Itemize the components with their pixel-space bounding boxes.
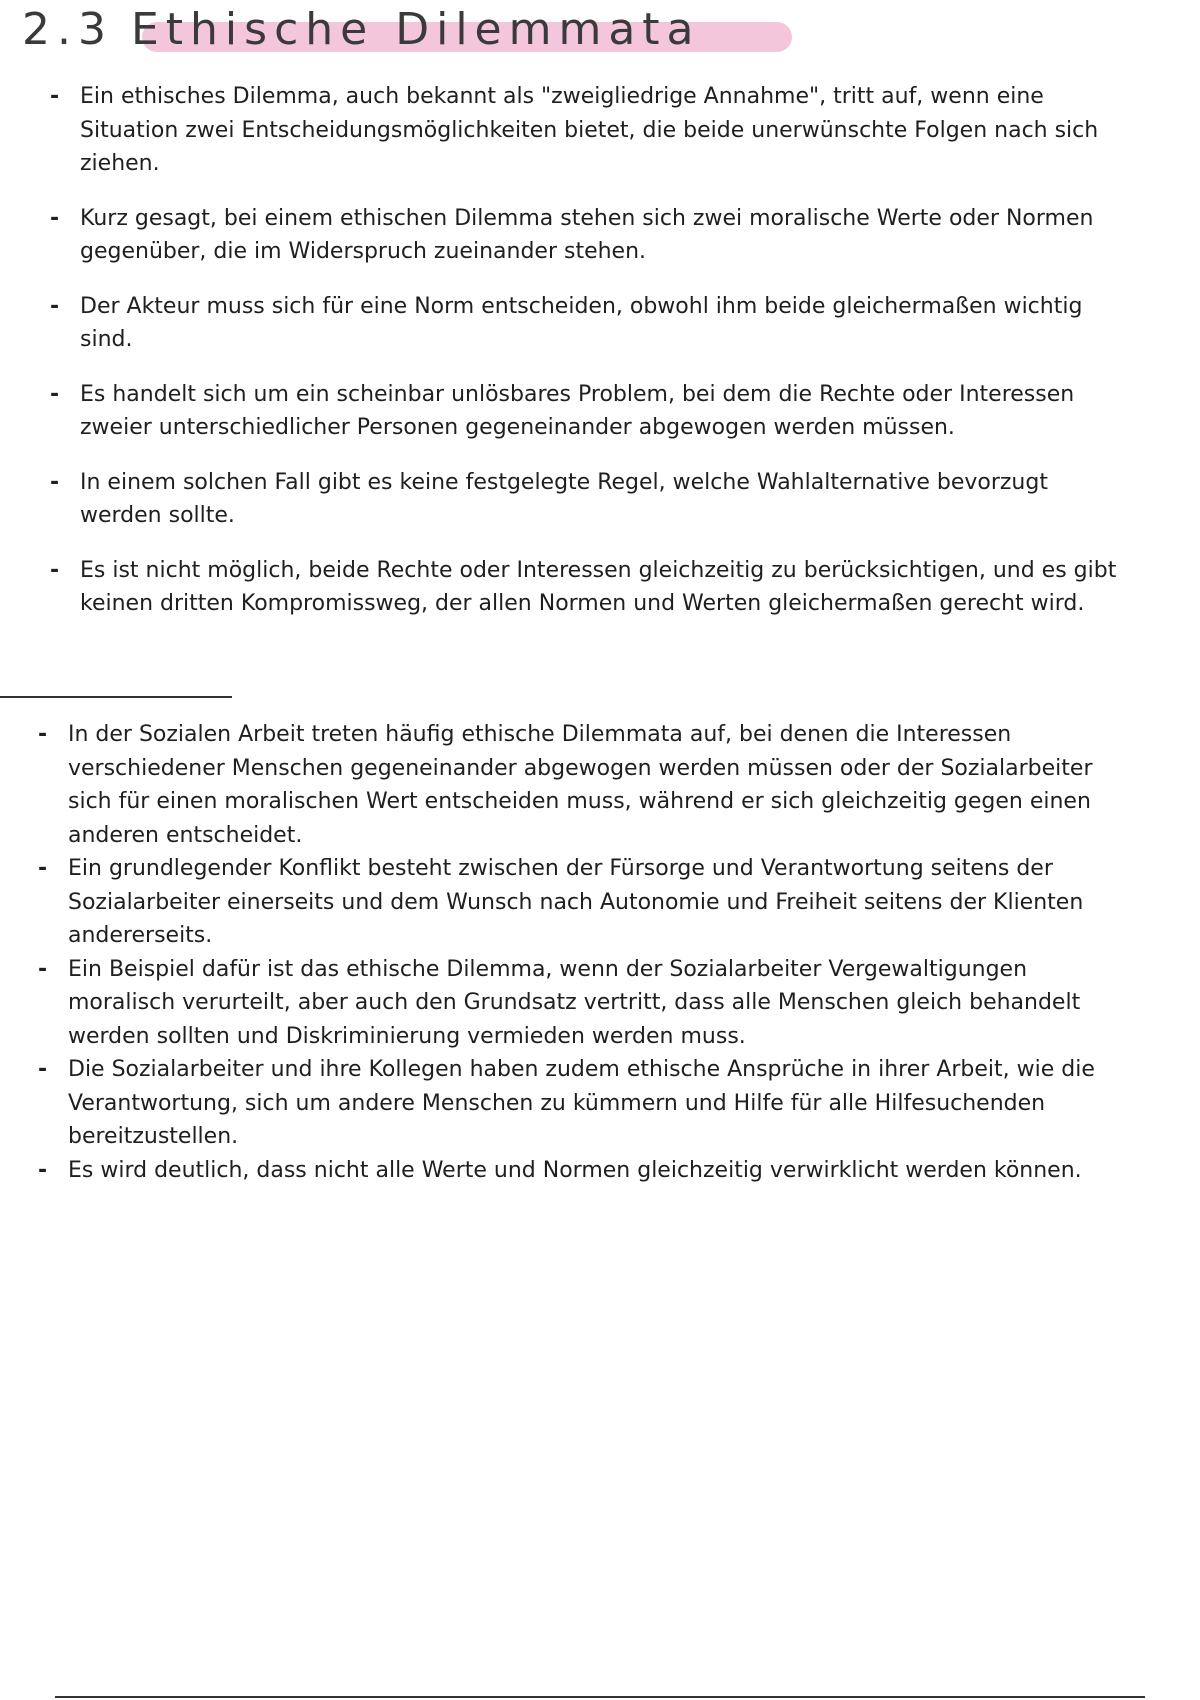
dash-bullet: - <box>38 1157 48 1183</box>
list-item-text: Ein grundlegender Konflikt besteht zwischen der Fürsorge und Verantwortung seitens der Sozialarbeiter einerseits und dem Wunsch nach Autonomie und Freiheit seitens der Klienten andererseits. <box>68 856 1084 948</box>
list-item-text: Die Sozialarbeiter und ihre Kollegen haben zudem ethische Ansprüche in ihrer Arbeit, wie die Verantwortung, sich um andere Menschen zu kümmern und Hilfe für alle Hilfesuchenden bereitzustellen. <box>68 1057 1095 1149</box>
social-work-list <box>38 718 1138 1187</box>
section-number: 2.3 <box>22 4 113 55</box>
page-title <box>22 4 701 66</box>
dash-bullet: - <box>38 722 48 747</box>
list-item-text: Kurz gesagt, bei einem ethischen Dilemma stehen sich zwei moralische Werte oder Normen gegenüber, die im Widerspruch zueinander stehen. <box>80 205 1094 264</box>
list-item <box>38 852 1138 953</box>
list-item <box>50 466 1130 533</box>
list-item-text: Der Akteur muss sich für eine Norm entscheiden, obwohl ihm beide gleichermaßen wichtig sind. <box>80 293 1083 352</box>
list-item <box>38 1154 1138 1188</box>
dash-bullet: - <box>38 1057 48 1082</box>
list-item-text: Ein ethisches Dilemma, auch bekannt als "zweigliedrige Annahme", tritt auf, wenn eine Situation zwei Entscheidungsmöglichkeiten bietet, die beide unerwünschte Folgen nach sich ziehen. <box>80 84 1099 176</box>
list-item-text: Ein Beispiel dafür ist das ethische Dilemma, wenn der Sozialarbeiter Vergewaltigungen moralisch verurteilt, aber auch den Grundsatz vertritt, dass alle Menschen gleich behandelt werden sollten und Diskriminierung vermieden werden muss. <box>68 956 1081 1049</box>
list-item <box>50 202 1130 269</box>
page-bottom-rule <box>55 1696 1145 1698</box>
list-item-text: Es ist nicht möglich, beide Rechte oder Interessen gleichzeitig zu berücksichtigen, und es gibt keinen dritten Kompromissweg, der allen Normen und Werten gleichermaßen gerecht wird. <box>80 557 1117 616</box>
dash-bullet: - <box>38 856 48 881</box>
definition-list <box>50 80 1130 642</box>
list-item-text: In einem solchen Fall gibt es keine festgelegte Regel, welche Wahlalternative bevorzugt werden sollte. <box>80 469 1048 528</box>
list-item-text: In der Sozialen Arbeit treten häufig ethische Dilemmata auf, bei denen die Interessen verschiedener Menschen gegeneinander abgewogen werden müssen oder der Sozialarbeiter sich für einen moralischen Wert entscheiden muss, während er sich gleichzeitig gegen einen anderen entscheidet. <box>68 722 1093 848</box>
list-item <box>50 554 1130 621</box>
list-item <box>38 718 1138 852</box>
dash-bullet: - <box>50 381 60 407</box>
section-title: Ethische Dilemmata <box>130 4 701 55</box>
list-item <box>38 953 1138 1054</box>
dash-bullet: - <box>50 84 60 109</box>
dash-bullet: - <box>38 956 48 982</box>
list-item <box>50 80 1130 181</box>
dash-bullet: - <box>50 557 60 583</box>
dash-bullet: - <box>50 205 60 231</box>
section-divider <box>0 696 232 698</box>
list-item <box>50 378 1130 445</box>
list-item-text: Es wird deutlich, dass nicht alle Werte und Normen gleichzeitig verwirklicht werden können. <box>68 1157 1082 1183</box>
dash-bullet: - <box>50 469 60 495</box>
list-item <box>38 1053 1138 1154</box>
list-item <box>50 290 1130 357</box>
dash-bullet: - <box>50 293 60 319</box>
list-item-text: Es handelt sich um ein scheinbar unlösbares Problem, bei dem die Rechte oder Interessen zweier unterschiedlicher Personen gegeneinander abgewogen werden müssen. <box>80 381 1075 440</box>
